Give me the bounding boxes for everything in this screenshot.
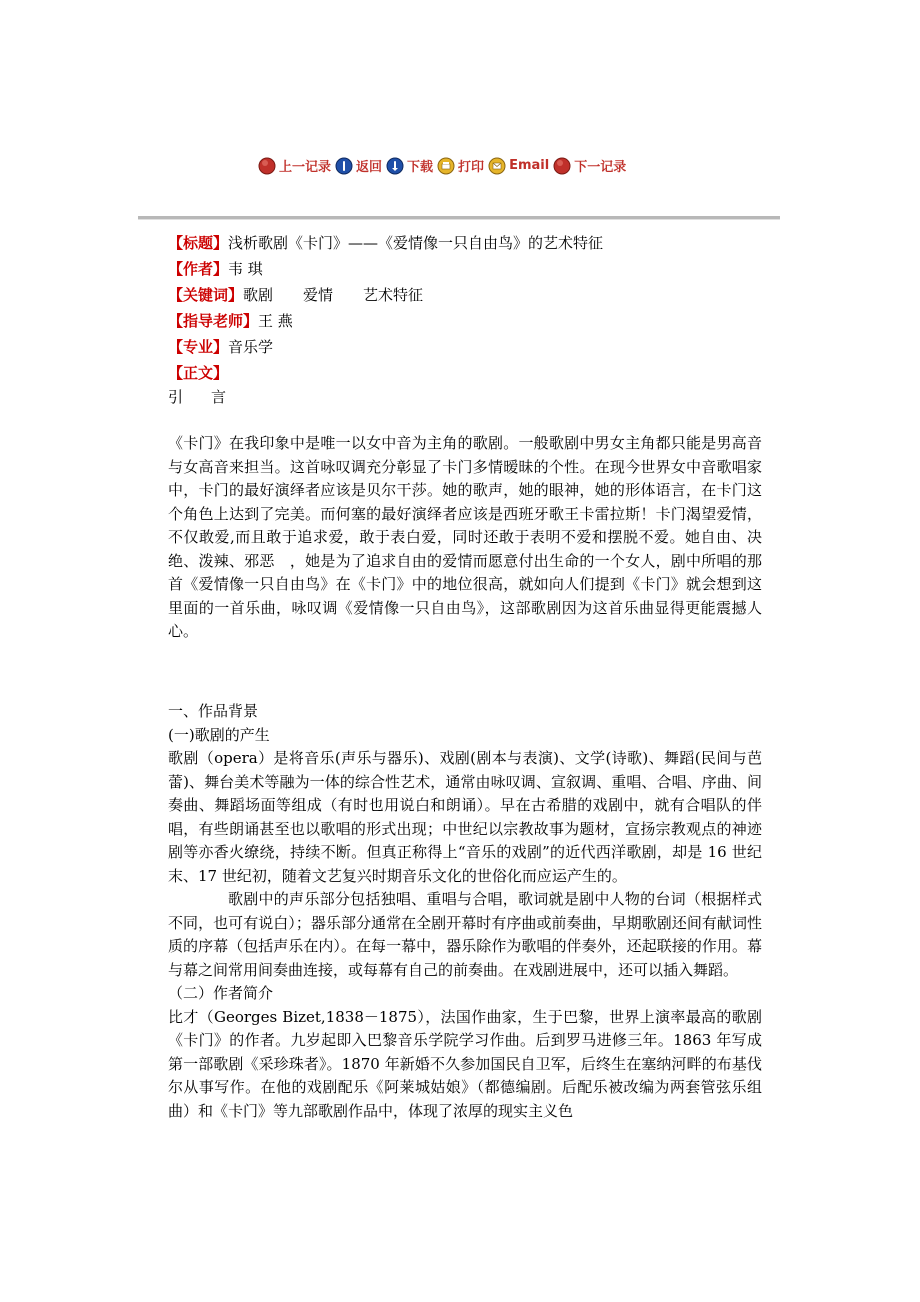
author-label: 【作者】 (168, 260, 229, 278)
title-value: 浅析歌剧《卡门》——《爱情像一只自由鸟》的艺术特征 (228, 234, 604, 252)
record-navigation-toolbar (258, 156, 626, 175)
major-value: 音乐学 (228, 338, 274, 356)
intro-section (168, 432, 762, 644)
print-link[interactable] (437, 156, 484, 175)
previous-record-link[interactable] (258, 156, 331, 175)
back-link[interactable] (335, 156, 382, 175)
advisor-row (168, 308, 768, 334)
subsection-heading-author: （二）作者简介 (168, 984, 274, 1002)
print-label: 打印 (458, 160, 485, 175)
red-circle-arrow-right-icon (553, 157, 571, 175)
next-record-link[interactable] (553, 156, 626, 175)
blue-circle-download-icon (386, 157, 404, 175)
next-record-label: 下一记录 (574, 160, 627, 175)
download-label: 下载 (407, 160, 434, 175)
red-circle-arrow-left-icon (258, 157, 276, 175)
intro-paragraph: 《卡门》在我印象中是唯一以女中音为主角的歌剧。一般歌剧中男女主角都只能是男高音与女高音来担当。这首咏叹调充分彰显了卡门多情暧昧的个性。在现今世界女中音歌唱家中，卡门的最好演绎者应该是贝尔干莎。她的歌声，她的眼神，她的形体语言，在卡门这个角色上达到了完美。而何塞的最好演绎者应该是西班牙歌王卡雷拉斯！卡门渴望爱情，不仅敢爱,而且敢于追求爱，敢于表白爱，同时还敢于表明不爱和摆脱不爱。她自由、决绝、泼辣、邪恶 ，她是为了追求自由的爱情而愿意付出生命的一个女人，剧中所唱的那首《爱情像一只自由鸟》在《卡门》中的地位很高，就如向人们提到《卡门》就会想到这里面的一首乐曲，咏叹调《爱情像一只自由鸟》，这部歌剧因为这首乐曲显得更能震撼人心。 (168, 434, 762, 640)
yellow-circle-mail-icon (488, 157, 506, 175)
blue-circle-info-icon (335, 157, 353, 175)
structure-paragraph: 歌剧中的声乐部分包括独唱、重唱与合唱，歌词就是剧中人物的台词（根据样式不同，也可有说白）；器乐部分通常在全剧开幕时有序曲或前奏曲，早期歌剧还间有献词性质的序幕（包括声乐在内）。在每一幕中，器乐除作为歌唱的伴奏外，还起联接的作用。幕与幕之间常用间奏曲连接，或每幕有自己的前奏曲。在戏剧进展中，还可以插入舞蹈。 (168, 890, 762, 979)
origin-paragraph: 歌剧（opera）是将音乐(声乐与器乐)、戏剧(剧本与表演)、文学(诗歌)、舞蹈(民间与芭蕾)、舞台美术等融为一体的综合性艺术，通常由咏叹调、宣叙调、重唱、合唱、序曲、间奏曲、舞蹈场面等组成（有时也用说白和朗诵）。早在古希腊的戏剧中，就有合唱队的伴唱，有些朗诵甚至也以歌唱的形式出现；中世纪以宗教故事为题材，宣扬宗教观点的神迹剧等亦香火缭绕，持续不断。但真正称得上“音乐的戏剧”的近代西洋歌剧，却是 16 世纪末、17 世纪初，随着文艺复兴时期音乐文化的世俗化而应运产生的。 (168, 749, 762, 885)
author-row (168, 256, 768, 282)
title-label: 【标题】 (168, 234, 229, 252)
background-section (168, 700, 762, 1123)
header-divider (138, 216, 780, 220)
title-row (168, 230, 768, 256)
intro-heading: 引言 (168, 388, 255, 406)
subsection-heading-origin: (一)歌剧的产生 (168, 725, 270, 744)
yellow-circle-print-icon (437, 157, 455, 175)
download-link[interactable] (386, 156, 433, 175)
back-label: 返回 (356, 160, 383, 175)
section-heading-background: 一、作品背景 (168, 702, 259, 720)
major-row (168, 334, 768, 360)
keywords-row (168, 282, 768, 308)
email-link[interactable] (488, 157, 549, 175)
advisor-label: 【指导老师】 (168, 312, 259, 330)
author-bio-paragraph: 比才（Georges Bizet,1838－1875），法国作曲家，生于巴黎，世界上演率最高的歌剧《卡门》的作者。九岁起即入巴黎音乐学院学习作曲。后到罗马进修三年。1863 年写成第一部歌剧《采珍珠者》。1870 年新婚不久参加国民自卫军，后终生在塞纳河畔的布基伐尔从事写作。在他的戏剧配乐《阿莱城姑娘》（都德编剧。后配乐被改编为两套管弦乐组曲）和《卡门》等九部歌剧作品中，体现了浓厚的现实主义色 (168, 1007, 762, 1120)
record-metadata (168, 230, 768, 386)
advisor-value: 王 燕 (258, 312, 293, 330)
body-row (168, 360, 768, 386)
email-label: Email (509, 158, 550, 173)
author-value: 韦 琪 (228, 260, 263, 278)
keywords-label: 【关键词】 (168, 286, 244, 304)
previous-record-label: 上一记录 (279, 160, 332, 175)
keywords-value: 歌剧 爱情 艺术特征 (243, 286, 424, 304)
body-label: 【正文】 (168, 364, 229, 382)
major-label: 【专业】 (168, 338, 229, 356)
